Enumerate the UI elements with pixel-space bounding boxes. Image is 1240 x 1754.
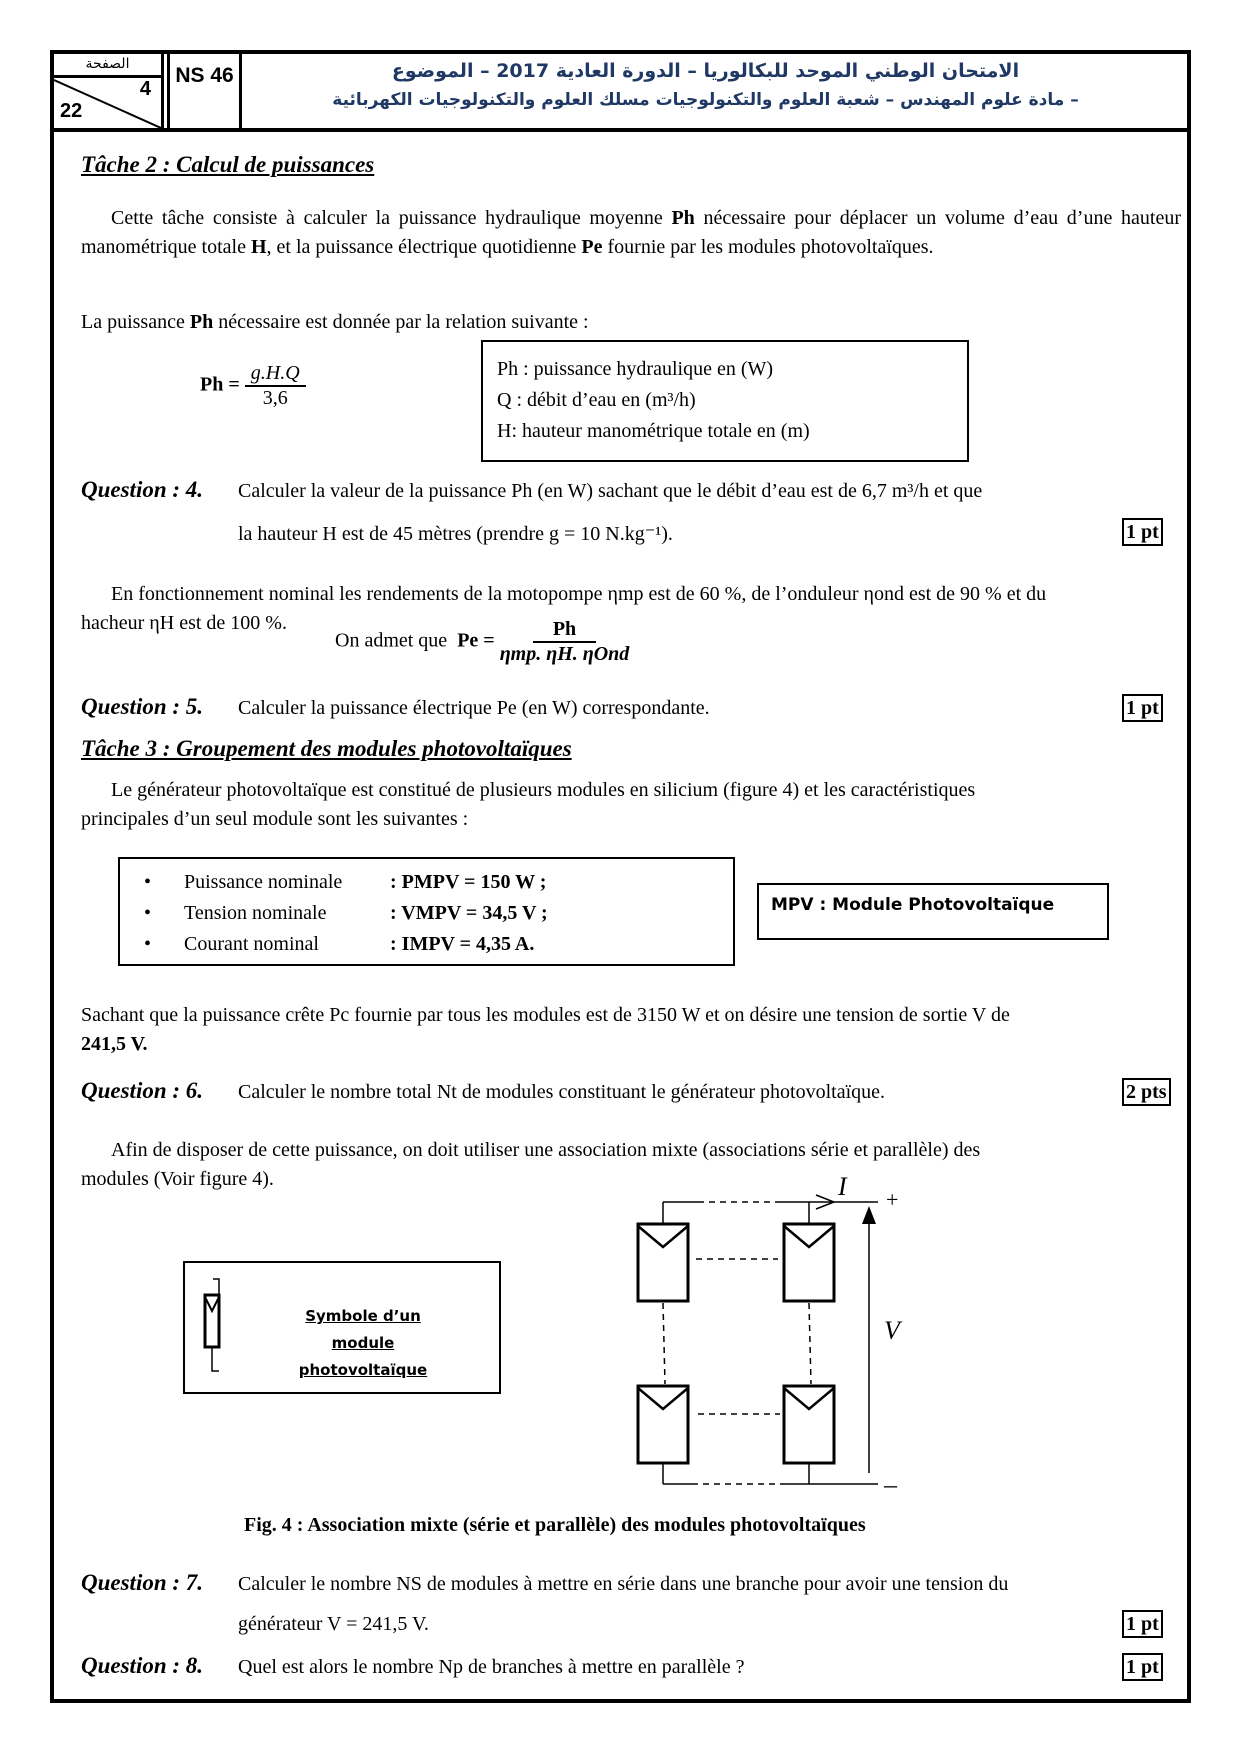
voltage-label: V	[884, 1316, 900, 1345]
admit-text: On admet que	[335, 629, 448, 652]
relation-intro	[81, 308, 589, 337]
intro-part: Cette tâche consiste à calculer la puissance hydraulique moyenne	[111, 207, 672, 229]
exam-header	[54, 54, 1187, 132]
legend-item: Ph : puissance hydraulique en (W)	[497, 358, 774, 380]
legend-item: H: hauteur manométrique totale en (m)	[497, 420, 810, 442]
page-current: 4	[139, 78, 151, 100]
exam-title-line2: – مادة علوم المهندس – شعبة العلوم والتكنولوجيات مسلك العلوم والتكنولوجيات الكهربائية	[332, 90, 1079, 110]
page-total: 22	[60, 100, 83, 122]
spec-name: Tension nominale	[184, 902, 327, 924]
spec-item: • Courant nominal : IMPV = 4,35 A.	[144, 929, 733, 960]
mpv-abbreviation-box: MPV : Module Photovoltaïque	[757, 883, 1109, 940]
figure-caption: Fig. 4 : Association mixte (série et parallèle) des modules photovoltaïques	[244, 1514, 866, 1536]
q7-text-line1: Calculer le nombre NS de modules à mettre en série dans une branche pour avoir une tension du	[238, 1573, 1009, 1595]
variables-legend-box	[481, 340, 969, 462]
q5-points-badge: 1 pt	[1122, 694, 1163, 722]
q6-label: Question : 6.	[81, 1078, 204, 1103]
ph-symbol: Ph	[671, 207, 695, 229]
module-specs-box	[118, 857, 735, 966]
association-line2: modules (Voir figure 4).	[81, 1168, 274, 1190]
exam-title-line1: الامتحان الوطني الموحد للبكالوريا – الدورة العادية 2017 – الموضوع	[391, 60, 1020, 82]
q4-text-line2: la hauteur H est de 45 mètres (prendre g = 10 N.kg⁻¹).	[238, 523, 673, 545]
context-line2: 241,5 V.	[81, 1033, 148, 1055]
module-symbol-box	[183, 1261, 501, 1394]
formula-numerator: Ph	[533, 618, 596, 643]
formula-fraction	[500, 618, 630, 666]
q8-label: Question : 8.	[81, 1653, 204, 1678]
q5-text: Calculer la puissance électrique Pe (en W) correspondante.	[238, 697, 710, 719]
intro-part: nécessaire pour déplacer un volume d’eau d’une hauteur manométrique totale	[81, 207, 1182, 258]
q8-points-badge: 1 pt	[1122, 1653, 1163, 1681]
task2-title: Tâche 2 : Calcul de puissances	[81, 152, 375, 177]
spec-value: : PMPV = 150 W ;	[390, 871, 547, 893]
pe-symbol: Pe	[581, 236, 603, 258]
context-line1: Sachant que la puissance crête Pc fournie par tous les modules est de 3150 W et on désire une tension de sortie V de	[81, 1004, 1010, 1026]
spec-name: Puissance nominale	[184, 871, 343, 893]
efficiency-line1: En fonctionnement nominal les rendements de la motopompe ηmp est de 60 %, de l’onduleur ηond est de 90 % et du	[111, 583, 1047, 605]
q6-text: Calculer le nombre total Nt de modules constituant le générateur photovoltaïque.	[238, 1081, 886, 1103]
ph-formula	[200, 362, 306, 410]
exam-title	[254, 54, 1157, 128]
symbol-label-line1: Symbole d’un module	[305, 1307, 421, 1352]
pv-module-symbol-icon	[195, 1275, 235, 1385]
formula-denominator: 3,6	[262, 387, 288, 409]
q7-text-line2: générateur V = 241,5 V.	[238, 1613, 429, 1635]
spec-value: : VMPV = 34,5 V ;	[390, 902, 548, 924]
legend-item: Q : débit d’eau en (m³/h)	[497, 389, 696, 411]
q4-points-badge: 1 pt	[1122, 518, 1163, 546]
current-label: I	[838, 1172, 847, 1201]
symbol-label	[273, 1303, 453, 1384]
formula-numerator: g.H.Q	[245, 362, 306, 387]
q4-text-line1: Calculer la valeur de la puissance Ph (en W) sachant que le débit d’eau est de 6,7 m³/h et que	[238, 480, 983, 502]
relation-text: nécessaire est donnée par la relation suivante :	[213, 311, 589, 333]
plus-terminal: +	[886, 1187, 899, 1212]
page-number-cell	[54, 54, 164, 128]
pe-formula	[335, 618, 629, 666]
spec-name: Courant nominal	[184, 933, 319, 955]
task3-intro-line2: principales d’un seul module sont les suivantes :	[81, 808, 469, 830]
task3-intro-line1: Le générateur photovoltaïque est constitué de plusieurs modules en silicium (figure 4) et les caractéristiques	[111, 779, 976, 801]
task3-title: Tâche 3 : Groupement des modules photovoltaïques	[81, 736, 572, 761]
relation-text: La puissance	[81, 311, 190, 333]
formula-fraction	[245, 362, 306, 410]
efficiency-text	[81, 580, 1181, 609]
intro-part: fournie par les modules photovoltaïques.	[602, 236, 934, 258]
q7-label: Question : 7.	[81, 1570, 204, 1595]
spec-value: : IMPV = 4,35 A.	[390, 933, 535, 955]
voltage-arrow-icon	[862, 1206, 876, 1224]
spec-item: • Puissance nominale : PMPV = 150 W ;	[144, 867, 733, 898]
page-label: الصفحة	[54, 54, 161, 78]
h-symbol: H	[250, 236, 267, 258]
symbol-label-line2: photovoltaïque	[298, 1361, 428, 1379]
exam-code: NS 46	[167, 54, 242, 128]
q7-points-badge: 1 pt	[1122, 1610, 1163, 1638]
intro-part: , et la puissance électrique quotidienne	[266, 236, 582, 258]
spec-item: • Tension nominale : VMPV = 34,5 V ;	[144, 898, 733, 929]
efficiency-line2: hacheur ηH est de 100 %.	[81, 612, 287, 634]
minus-terminal: –	[884, 1470, 897, 1499]
association-line1: Afin de disposer de cette puissance, on doit utiliser une association mixte (associations série et parallèle) des	[111, 1139, 981, 1161]
formula-lhs: Ph =	[200, 373, 240, 396]
ph-symbol: Ph	[189, 311, 214, 333]
q8-text: Quel est alors le nombre Np de branches à mettre en parallèle ?	[238, 1656, 745, 1678]
q5-label: Question : 5.	[81, 694, 204, 719]
task2-intro	[81, 204, 1181, 262]
q4-label: Question : 4.	[81, 477, 204, 502]
formula-denominator: ηmp. ηH. ηOnd	[499, 643, 630, 665]
formula-lhs: Pe =	[457, 629, 495, 652]
q6-points-badge: 2 pts	[1122, 1078, 1171, 1106]
